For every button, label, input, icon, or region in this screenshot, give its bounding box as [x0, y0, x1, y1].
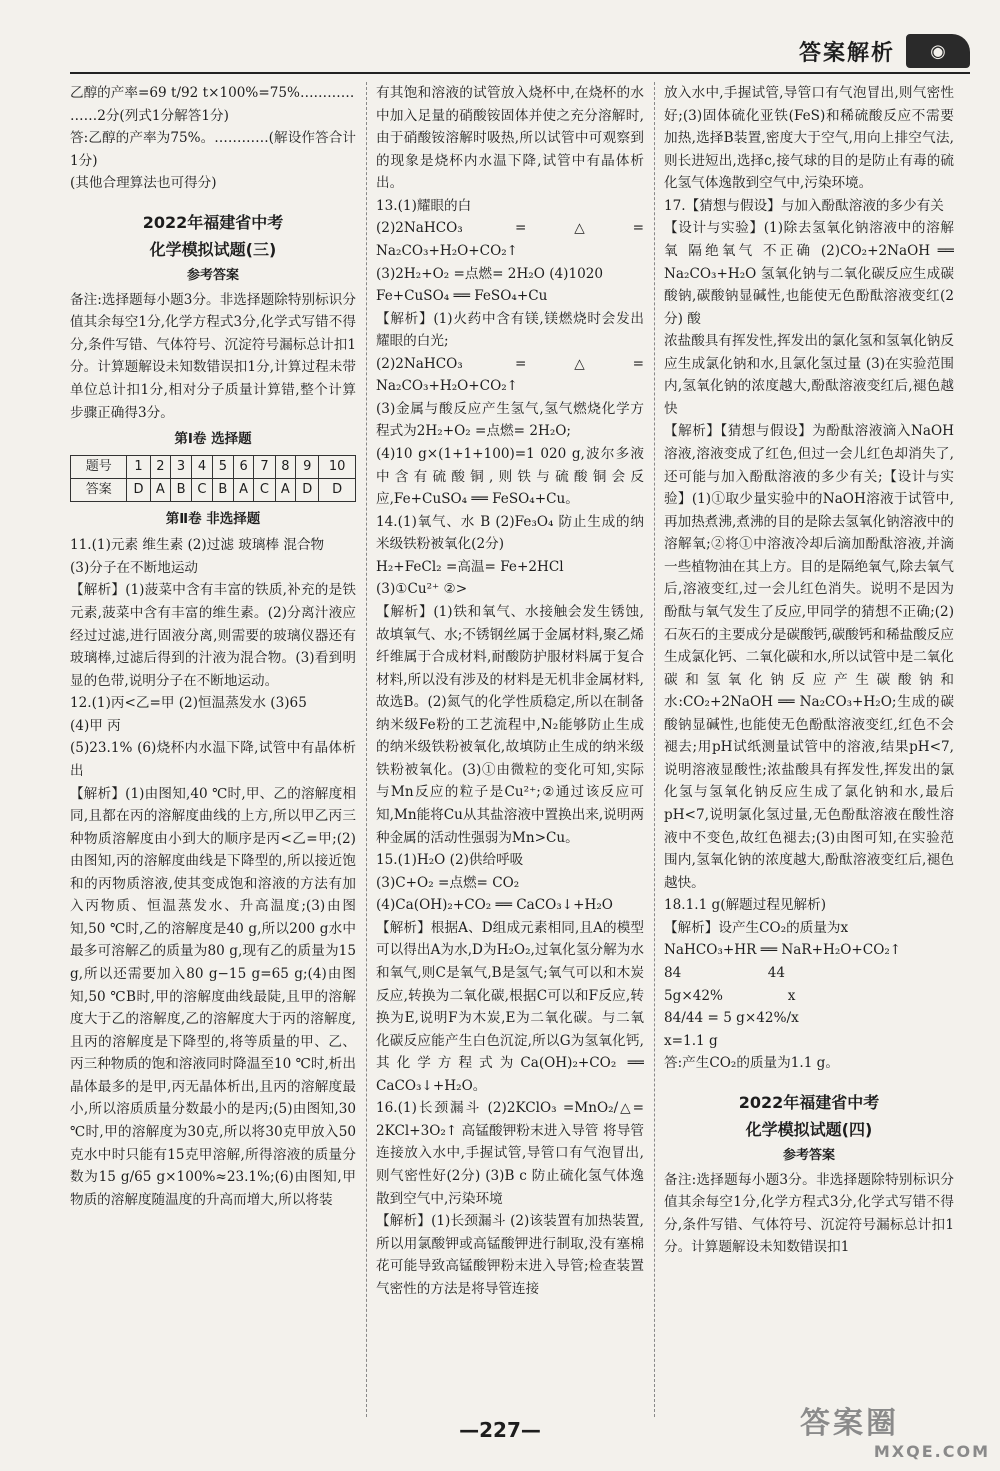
watermark-url: MXQE.COM: [873, 1442, 990, 1461]
answer-paragraph: 答:产生CO₂的质量为1.1 g。: [664, 1055, 839, 1072]
table-cell: 7: [254, 455, 275, 478]
equation-line: 5g×42% x: [664, 987, 796, 1004]
equation-line: (2)2NaHCO₃ =△= Na₂CO₃+H₂O+CO₂↑: [376, 355, 644, 395]
page-number: —227—: [459, 1418, 541, 1442]
equation-line: NaHCO₃+HR ══ NaR+H₂O+CO₂↑: [664, 942, 902, 959]
analysis-paragraph: 【解析】(1)由图知,40 ℃时,甲、乙的溶解度相同,且都在丙的溶解度曲线的上方,所以甲乙丙三种物质溶解度由小到大的顺序是丙<乙=甲;(2)由图知,丙的溶解度曲线是下降型的,所以接近饱和的丙物质溶液,使其变成饱和溶液的方法有加入丙物质、恒温蒸发水、升高温度;(3)由图知,50 ℃时,乙的溶解度是40 g,所以200 g水中最多可溶解乙的质量为80 g,现有乙的质量为15 g,所以还需要加入80 g−15 g=65 g;(4)由图知,50 ℃B时,甲的溶解度曲线最陡,且甲的溶解度大于乙的溶解度,乙的溶解度大于丙的溶解度,且丙的溶解度是下降型的,将等质量的甲、乙、丙三种物质的饱和溶液同时降温至10 ℃时,析出晶体最多的是甲,丙无晶体析出,且丙的溶解度最小,所以溶质质量分数最小的是丙;(5)由图知,30 ℃时,甲的溶解度为30克,所以将30克甲放入50克水中时只能有15克甲溶解,所得溶液的质量分数为15 g/65 g×100%≈23.1%;(6)由图知,甲物质的溶解度随温度的升高而增大,所以将装: [70, 785, 356, 1208]
column-2: [376, 82, 644, 1417]
table-cell: A: [233, 478, 254, 501]
analysis-paragraph: 放入水中,手握试管,导管口有气泡冒出,则气密性好;(3)固体硫化亚铁(FeS)和稀硫酸反应不需要加热,选择B装置,密度大于空气,用向上排空气法,则长进短出,选择c,接气球的目的是防止有毒的硫化氢气体逸散到空气中,污染环境。: [664, 85, 954, 192]
column-3: [664, 82, 954, 1417]
table-cell: 9: [296, 455, 319, 478]
equation-line: 84 44: [664, 964, 786, 981]
table-cell: C: [191, 478, 212, 501]
column-1: [70, 82, 356, 1417]
table-cell: B: [171, 478, 192, 501]
column-divider: [366, 82, 367, 1417]
answer-paragraph: (3)①Cu²⁺ ②>: [376, 581, 468, 598]
text-line: (其他合理算法也可得分): [70, 175, 217, 192]
table-row: [71, 455, 356, 478]
header-title: 答案解析: [798, 41, 895, 66]
table-cell: 10: [319, 455, 356, 478]
header-rule: [70, 72, 970, 74]
table-cell: 答案: [71, 478, 127, 501]
analysis-paragraph: 【解析】设产生CO₂的质量为x: [664, 919, 849, 936]
table-cell: 6: [233, 455, 254, 478]
table-cell: D: [296, 478, 319, 501]
analysis-paragraph: 【解析】(1)火药中含有镁,镁燃烧时会发出耀眼的白光;: [376, 310, 644, 350]
table-cell: 题号: [71, 455, 127, 478]
exam-subtitle: 化学模拟试题(三): [149, 240, 277, 259]
exam-subtitle: 化学模拟试题(四): [745, 1119, 873, 1139]
equation-line: H₂+FeCl₂ =高温= Fe+2HCl: [376, 558, 564, 575]
table-cell: A: [275, 478, 296, 501]
table-cell: 1: [127, 455, 150, 478]
table-cell: 4: [191, 455, 212, 478]
analysis-paragraph: (3)金属与酸反应产生氢气,氢气燃烧化学方程式为2H₂+O₂ =点燃= 2H₂O;: [376, 400, 644, 440]
table-cell: D: [319, 478, 356, 501]
part-heading: 第Ⅱ卷 非选择题: [165, 510, 261, 527]
answer-paragraph: 11.(1)元素 维生素 (2)过滤 玻璃棒 混合物: [70, 537, 325, 554]
analysis-paragraph: 【解析】(1)菠菜中含有丰富的铁质,补充的是铁元素,菠菜中含有丰富的维生素。(2)分离汁液应经过过滤,进行固液分离,则需要的玻璃仪器还有玻璃棒,过滤后得到的汁液为混合物。(3)看到明显的色带,说明分子在不断地运动。: [70, 582, 356, 689]
answer-paragraph: (3)分子在不断地运动: [70, 559, 199, 576]
equation-line: (3)2H₂+O₂ =点燃= 2H₂O (4)1020: [376, 265, 604, 282]
answer-paragraph: 浓盐酸具有挥发性,挥发出的氯化氢和氢氧化钠反应生成氯化钠和水,且氯化氢过量 (3)在实验范围内,氢氧化钠的浓度越大,酚酞溶液变红后,褪色越快: [664, 333, 954, 417]
scoring-note: 备注:选择题每小题3分。非选择题除特别标识分值其余每空1分,化学方程式3分,化学式写错不得分,条件写错、气体符号、沉淀符号漏标总计扣1分。计算题解设未知数错误扣1分,计算过程未带单位总计扣1分,相对分子质量计算错,整个计算步骤正确得3分。: [70, 291, 356, 421]
equation-line: (2)2NaHCO₃ =△= Na₂CO₃+H₂O+CO₂↑: [376, 220, 644, 259]
exam-title: 2022年福建省中考: [738, 1092, 880, 1112]
text-line: ……2分(列式1分解答1分): [70, 107, 229, 124]
analysis-paragraph: 【解析】根据A、D组成元素相同,且A的模型可以得出A为水,D为H₂O₂,过氧化氢分解为水和氧气,则C是氧气,B是氢气;氧气可以和木炭反应,转换为二氧化碳,根据C可以和F反应,转换为E,说明F为木炭,E为二氧化碳。与二氧化碳反应能产生白色沉淀,所以G为氢氧化钙,其化学方程式为Ca(OH)₂+CO₂ ══ CaCO₃↓+H₂O。: [376, 919, 644, 1094]
text-line: 答:乙醇的产率为75%。…………(解设作答合计1分): [70, 130, 356, 169]
scoring-note: 备注:选择题每小题3分。非选择题除特别标识分值其余每空1分,化学方程式3分,化学式写错不得分,条件写错、气体符号、沉淀符号漏标总计扣1分。计算题解设未知数错误扣1: [664, 1171, 954, 1256]
analysis-paragraph: 【解析】(1)长颈漏斗 (2)该装置有加热装置,所以用氯酸钾或高锰酸钾进行制取,没有塞棉花可能导致高锰酸钾粉末进入导管;检查装置气密性的方法是将导管连接: [376, 1213, 644, 1297]
analysis-paragraph: 【解析】【猜想与假设】为酚酞溶液滴入NaOH溶液,溶液变成了红色,但过一会儿红色却消失了,还可能与加入酚酞溶液的多少有关;【设计与实验】(1)①取少量实验中的NaOH溶液于试管中,再加热煮沸,煮沸的目的是除去氢氧化钠溶液中的溶解氧;②将①中溶液冷却后滴加酚酞溶液,并滴一些植物油在其上方。目的是隔绝氧气,除去氧气后,溶液变红,过一会儿红色消失。说明不是因为酚酞与氧气发生了反应,甲同学的猜想不正确;(2)石灰石的主要成分是碳酸钙,碳酸钙和稀盐酸反应生成氯化钙、二氧化碳和水,所以试管中是二氧化碳和氢氧化钠反应产生碳酸钠和水:CO₂+2NaOH ══ Na₂CO₃+H₂O;生成的碳酸钠显碱性,也能使无色酚酞溶液变红,红色不会褪去;用pH试纸测量试管中的溶液,结果pH<7,说明溶液显酸性;浓盐酸具有挥发性,挥发出的氯化氢与氢氧化钠反应生成了氯化钠和水,最后pH<7,说明氯化氢过量,无色酚酞溶液在酸性溶液中不变色,故红色褪去;(3)由图可知,在实验范围内,氢氧化钠的浓度越大,酚酞溶液变红后,褪色越快。: [664, 423, 954, 891]
exam-title: 2022年福建省中考: [142, 212, 284, 232]
equation-line: Fe+CuSO₄ ══ FeSO₄+Cu: [376, 288, 548, 305]
analysis-paragraph: 【解析】(1)铁和氧气、水接触会发生锈蚀,故填氧气、水;不锈钢丝属于金属材料,聚乙烯纤维属于合成材料,耐酸防护服材料属于复合材料,所以没有涉及的材料是无机非金属材料,故选B。(2)氮气的化学性质稳定,所以在制备纳米级Fe粉的工艺流程中,N₂能够防止生成的纳米级铁粉被氧化,故填防止生成的纳米级铁粉被氧化。(3)①由微粒的变化可知,实际与Mn反应的粒子是Cu²⁺;②通过该反应可知,Mn能将Cu从其盐溶液中置换出来,说明两种金属的活动性强弱为Mn>Cu。: [376, 603, 644, 846]
table-cell: B: [213, 478, 234, 501]
answer-paragraph: (5)23.1% (6)烧杯内水温下降,试管中有晶体析出: [70, 740, 356, 779]
answer-paragraph: 16.(1)长颈漏斗 (2)2KClO₃ =MnO₂/△= 2KCl+3O₂↑ 高锰酸钾粉末进入导管 将导管连接放入水中,手握试管,导管口有气泡冒出,则气密性好(2分) (3)B c 防止硫化氢气体逸散到空气中,污染环境: [376, 1100, 644, 1207]
reference-answer-heading: 参考答案: [186, 268, 239, 284]
reference-answer-heading: 参考答案: [782, 1148, 835, 1164]
answer-paragraph: 18.1.1 g(解题过程见解析): [664, 897, 827, 914]
answer-paragraph: 13.(1)耀眼的白: [376, 197, 472, 214]
column-divider: [654, 82, 655, 1417]
equation-line: (3)C+O₂ =点燃= CO₂: [376, 874, 520, 891]
answer-paragraph: 15.(1)H₂O (2)供给呼吸: [376, 852, 524, 869]
table-cell: A: [150, 478, 171, 501]
part-heading: 第Ⅰ卷 选择题: [174, 431, 252, 448]
answer-paragraph: 14.(1)氧气、水 B (2)Fe₃O₄ 防止生成的纳米级铁粉被氧化(2分): [376, 513, 644, 553]
answer-paragraph: 12.(1)丙<乙=甲 (2)恒温蒸发水 (3)65: [70, 695, 307, 712]
table-cell: D: [127, 478, 150, 501]
table-cell: 3: [171, 455, 192, 478]
answer-paragraph: 17.【猜想与假设】与加入酚酞溶液的多少有关: [664, 197, 944, 214]
table-cell: 2: [150, 455, 171, 478]
equation-line: x=1.1 g: [664, 1032, 718, 1049]
watermark-text: 答案圈: [800, 1406, 899, 1441]
watermark-logo: [800, 1398, 990, 1468]
equation-line: (4)Ca(OH)₂+CO₂ ══ CaCO₃↓+H₂O: [376, 897, 613, 914]
analysis-paragraph: 有其饱和溶液的试管放入烧杯中,在烧杯的水中加入足量的硝酸铵固体并使之充分溶解时,由于硝酸铵溶解时吸热,所以试管中可观察到的现象是烧杯内水温下降,试管中有晶体析出。: [376, 85, 644, 192]
table-cell: 5: [213, 455, 234, 478]
answer-paragraph: (4)甲 丙: [70, 717, 121, 734]
text-line: 乙醇的产率=69 t/92 t×100%=75%…………: [70, 85, 355, 101]
table-cell: C: [254, 478, 275, 501]
equation-line: 84/44 = 5 g×42%/x: [664, 1010, 799, 1027]
table-row: [71, 478, 356, 501]
eye-logo-icon: ◉: [906, 34, 970, 68]
analysis-paragraph: (4)10 g×(1+1+100)=1 020 g,波尔多液中含有硫酸铜,则铁与硫酸铜会反应,Fe+CuSO₄ ══ FeSO₄+Cu。: [376, 446, 644, 508]
answer-table: [70, 455, 356, 502]
table-cell: 8: [275, 455, 296, 478]
answer-paragraph: 【设计与实验】(1)除去氢氧化钠溶液中的溶解氧 隔绝氧气 不正确 (2)CO₂+2NaOH ══ Na₂CO₃+H₂O 氢氧化钠与二氧化碳反应生成碳酸钠,碳酸钠显碱性,也能使无色酚酞溶液变红(2分) 酸: [664, 220, 954, 327]
